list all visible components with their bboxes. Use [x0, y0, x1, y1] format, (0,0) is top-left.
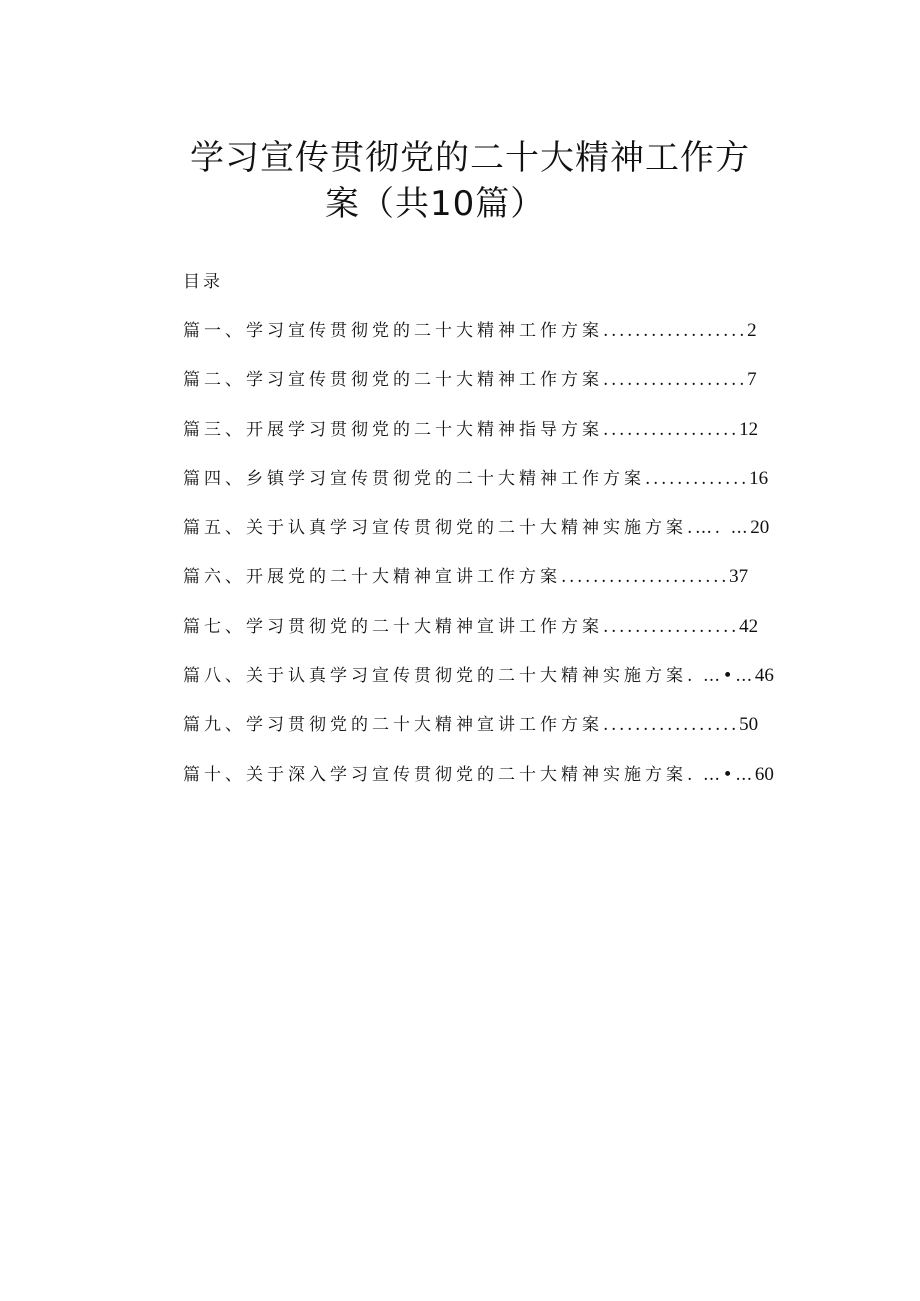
- toc-entry-10: [183, 762, 783, 811]
- toc-entry-8: [183, 663, 783, 712]
- toc-dot-leader: .................: [603, 419, 740, 440]
- toc-dot-leader: . …•…: [687, 666, 755, 687]
- toc-dot-leader: .…. …: [687, 518, 751, 539]
- toc-dot-leader: ..................: [603, 321, 748, 341]
- toc-page-number: 50: [739, 714, 759, 736]
- toc-entry-1: [183, 318, 783, 367]
- toc-entry-title: 篇二、学习宣传贯彻党的二十大精神工作方案: [183, 370, 603, 391]
- toc-entry-7: [183, 614, 783, 663]
- toc-page-number: 20: [750, 517, 770, 539]
- document-title-line-1: 学习宣传贯彻党的二十大精神工作方: [190, 138, 750, 178]
- toc-dot-leader: .....................: [561, 567, 730, 588]
- toc-entry-title: 篇八、关于认真学习宣传贯彻党的二十大精神实施方案: [183, 666, 687, 687]
- toc-page-number: 7: [747, 369, 757, 391]
- toc-entry-title: 篇四、乡镇学习宣传贯彻党的二十大精神工作方案: [183, 468, 645, 489]
- toc-page-number: 12: [739, 418, 759, 440]
- toc-entry-3: [183, 417, 783, 466]
- toc-entry-4: [183, 466, 783, 515]
- toc-dot-leader: . …•…: [687, 764, 755, 785]
- toc-dot-leader: ..................: [603, 370, 748, 391]
- document-title-line-2: 案（共10篇）: [325, 184, 546, 224]
- toc-page-number: 46: [754, 665, 774, 687]
- toc-page-number: 42: [739, 615, 759, 637]
- toc-heading: 目录: [183, 272, 223, 292]
- toc-dot-leader: .................: [603, 616, 740, 637]
- toc-dot-leader: .............: [645, 468, 750, 489]
- toc-entry-title: 篇九、学习贯彻党的二十大精神宣讲工作方案: [183, 715, 603, 736]
- toc-page-number: 60: [754, 763, 774, 785]
- toc-entry-title: 篇六、开展党的二十大精神宣讲工作方案: [183, 567, 561, 588]
- toc-page-number: 37: [729, 566, 749, 588]
- toc-entry-9: [183, 712, 783, 761]
- toc-entry-5: [183, 515, 783, 564]
- toc-entry-title: 篇五、关于认真学习宣传贯彻党的二十大精神实施方案: [183, 518, 687, 539]
- table-of-contents: [183, 318, 783, 811]
- toc-page-number: 16: [749, 467, 769, 489]
- toc-entry-title: 篇七、学习贯彻党的二十大精神宣讲工作方案: [183, 616, 603, 637]
- toc-entry-6: [183, 564, 783, 613]
- toc-entry-title: 篇十、关于深入学习宣传贯彻党的二十大精神实施方案: [183, 764, 687, 785]
- toc-dot-leader: .................: [603, 715, 740, 736]
- toc-entry-title: 篇三、开展学习贯彻党的二十大精神指导方案: [183, 419, 603, 440]
- toc-entry-title: 篇一、学习宣传贯彻党的二十大精神工作方案: [183, 321, 603, 341]
- toc-page-number: 2: [747, 320, 757, 341]
- toc-entry-2: [183, 367, 783, 416]
